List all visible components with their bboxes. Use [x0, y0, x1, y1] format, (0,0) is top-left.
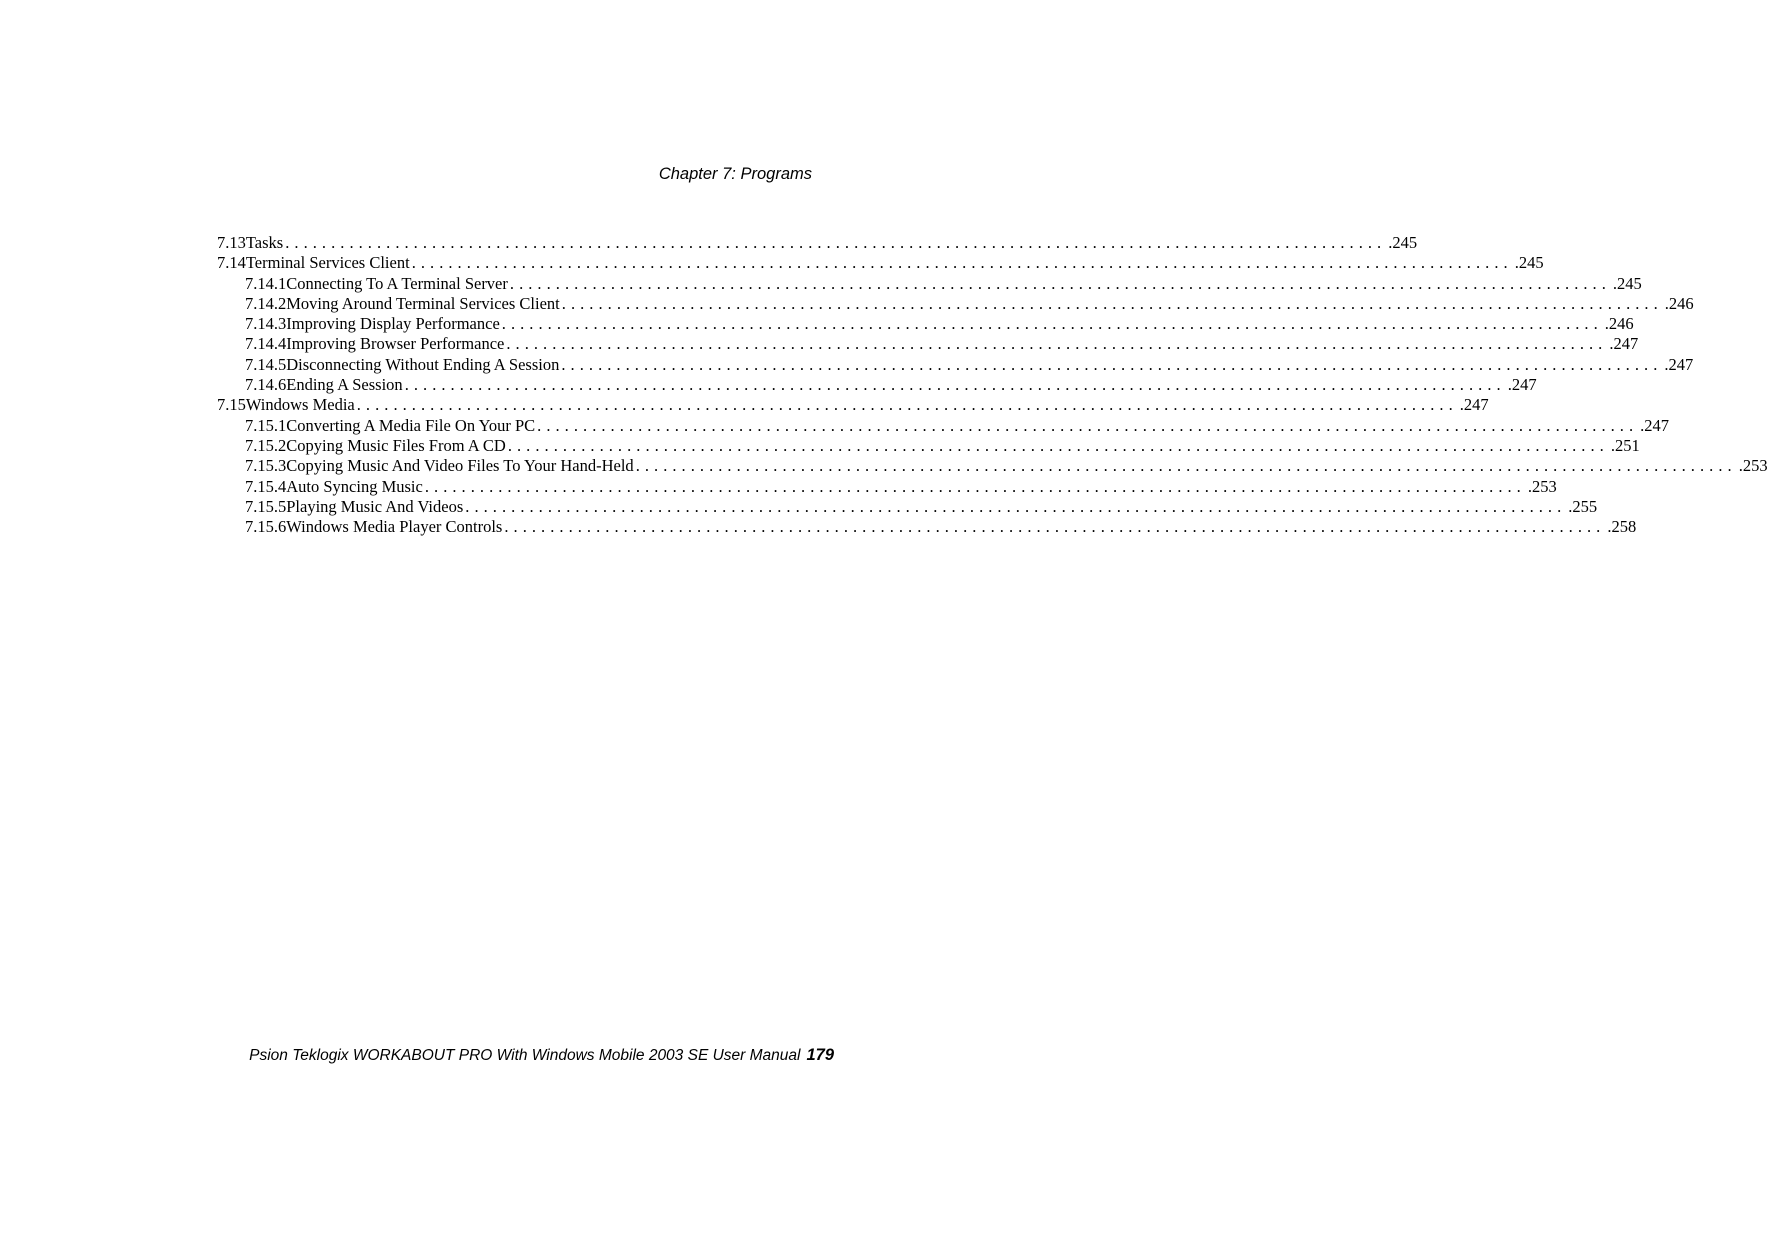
- dot-leader: ........................................................................................................................: [537, 415, 1639, 435]
- toc-entry-page: .253: [1527, 476, 1557, 496]
- toc-entry-title: Connecting To A Terminal Server: [286, 273, 508, 293]
- toc-entry-number: 7.15: [217, 395, 246, 415]
- dot-leader: ........................................................................................................................: [635, 456, 1737, 476]
- toc-entry-title: Copying Music Files From A CD: [286, 435, 506, 455]
- toc-entry-number: 7.15.5: [245, 496, 287, 516]
- toc-entry-page: .247: [1640, 415, 1670, 435]
- toc-entry-page: .247: [1507, 375, 1537, 395]
- toc-entry-title: Auto Syncing Music: [286, 476, 423, 496]
- toc-entry[interactable]: [217, 233, 1418, 253]
- toc-entry-title: Converting A Media File On Your PC: [286, 415, 536, 435]
- toc-entry[interactable]: [217, 354, 1694, 375]
- toc-entry-number: 7.15.6: [245, 517, 287, 537]
- toc-entry-number: 7.15.3: [245, 456, 287, 476]
- toc-entry[interactable]: [217, 496, 1598, 517]
- dot-leader: ........................................................................................................................: [356, 395, 1458, 415]
- toc-entry[interactable]: [217, 517, 1637, 537]
- toc-entry-title: Playing Music And Videos: [286, 496, 464, 516]
- page-number: 179: [806, 1046, 834, 1064]
- manual-title: Psion Teklogix WORKABOUT PRO With Windows Mobile 2003 SE User Manual: [249, 1047, 801, 1064]
- toc-entry[interactable]: [217, 293, 1694, 314]
- toc-entry-number: 7.14.2: [245, 293, 287, 313]
- toc-entry-page: .246: [1604, 314, 1634, 334]
- running-header: [659, 165, 812, 184]
- toc-entry-title: Improving Display Performance: [286, 314, 500, 334]
- toc-entry-number: 7.14.3: [245, 314, 287, 334]
- toc-entry-number: 7.14.5: [245, 354, 287, 374]
- toc-entry[interactable]: [217, 314, 1634, 334]
- toc-entry[interactable]: [217, 334, 1639, 354]
- dot-leader: ........................................................................................................................: [424, 476, 1526, 496]
- toc-entry[interactable]: [217, 456, 1768, 476]
- toc-entry[interactable]: [217, 273, 1642, 294]
- table-of-contents: [217, 233, 1768, 537]
- toc-entry[interactable]: [217, 435, 1640, 456]
- toc-entry-page: .247: [1609, 334, 1639, 354]
- toc-entry-page: .245: [1388, 233, 1418, 252]
- dot-leader: ........................................................................................................................: [507, 435, 1609, 455]
- dot-leader: ........................................................................................................................: [506, 334, 1608, 354]
- toc-entry-page: .245: [1612, 273, 1642, 293]
- dot-leader: ........................................................................................................................: [411, 253, 1513, 273]
- dot-leader: ........................................................................................................................: [404, 375, 1506, 395]
- toc-entry[interactable]: [217, 375, 1537, 395]
- toc-entry-page: .247: [1664, 354, 1694, 374]
- toc-entry-page: .247: [1459, 395, 1489, 415]
- toc-entry-number: 7.15.2: [245, 435, 287, 455]
- toc-entry-title: Terminal Services Client: [245, 253, 410, 273]
- toc-entry[interactable]: [217, 476, 1557, 497]
- toc-entry-page: .255: [1568, 496, 1598, 516]
- running-footer: [249, 1046, 834, 1065]
- toc-entry-title: Copying Music And Video Files To Your Hand-Held: [286, 456, 634, 476]
- toc-entry-title: Disconnecting Without Ending A Session: [286, 354, 560, 374]
- toc-entry-page: .245: [1514, 253, 1544, 273]
- toc-entry[interactable]: [217, 395, 1489, 415]
- dot-leader: ........................................................................................................................: [561, 354, 1663, 374]
- toc-entry-number: 7.14.6: [245, 375, 287, 395]
- toc-entry-number: 7.14.4: [245, 334, 287, 354]
- dot-leader: ........................................................................................................................: [561, 293, 1663, 313]
- dot-leader: ........................................................................................................................: [509, 273, 1611, 293]
- toc-entry-number: 7.14.1: [245, 273, 287, 293]
- toc-entry-title: Windows Media: [245, 395, 355, 415]
- toc-entry-page: .246: [1664, 293, 1694, 313]
- dot-leader: ........................................................................................................................: [501, 314, 1603, 334]
- toc-entry-title: Moving Around Terminal Services Client: [286, 293, 560, 313]
- dot-leader: ........................................................................................................................: [465, 496, 1567, 516]
- toc-entry[interactable]: [217, 253, 1544, 273]
- chapter-title: Chapter 7: Programs: [658, 165, 812, 183]
- toc-entry[interactable]: [217, 415, 1670, 436]
- toc-entry-title: Tasks: [245, 233, 284, 252]
- toc-entry-title: Windows Media Player Controls: [286, 517, 503, 537]
- toc-entry-number: 7.13: [217, 233, 246, 252]
- toc-entry-title: Improving Browser Performance: [286, 334, 505, 354]
- toc-entry-number: 7.15.1: [245, 415, 287, 435]
- toc-entry-page: .253: [1738, 456, 1768, 476]
- toc-entry-number: 7.14: [217, 253, 246, 273]
- toc-entry-number: 7.15.4: [245, 476, 287, 496]
- toc-entry-page: .251: [1610, 435, 1640, 455]
- dot-leader: ........................................................................................................................: [504, 517, 1606, 537]
- toc-entry-page: .258: [1607, 517, 1637, 537]
- dot-leader: ........................................................................................................................: [285, 233, 1387, 252]
- toc-entry-title: Ending A Session: [286, 375, 403, 395]
